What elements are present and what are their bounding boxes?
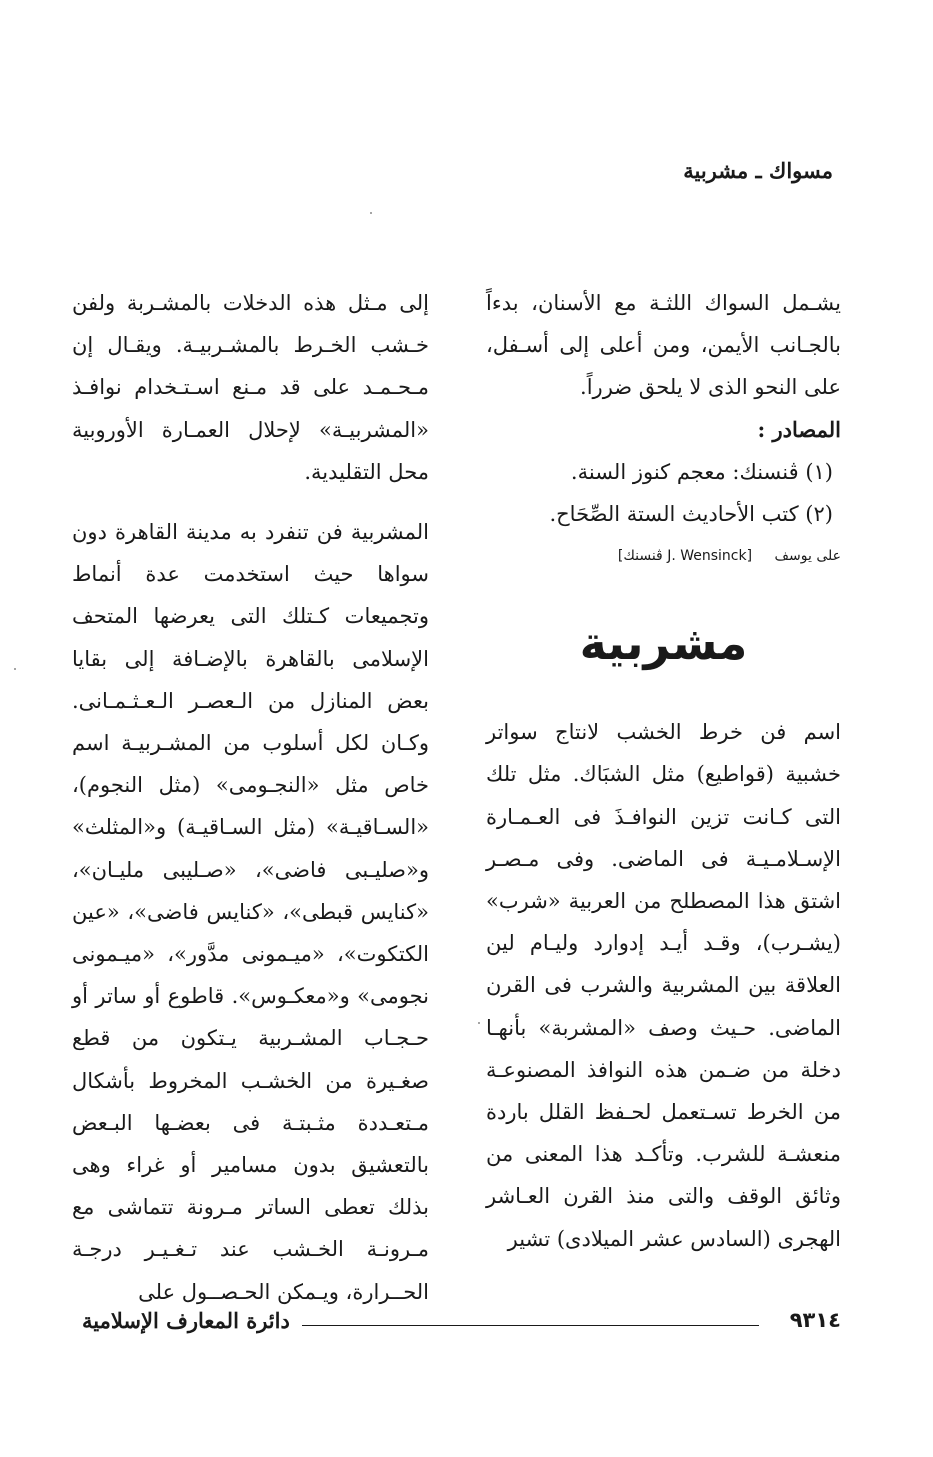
publication-name: دائرة المعارف الإسلامية [82, 1308, 290, 1333]
entry-paragraph: اسم فن خرط الخشب لانتاج سواتر خشبية (قواطيع) مثل الشبَاك. مثل تلك التى كـانت تزين النوافـذَ فى العـمـارة الإسـلامـيـة فى الماضى. وفى مـصـر اشتق هذا المصطلح من العربية «شرب» (يشـرب)، وقـد أيـد إدوارد وليـام لين العلاقة بين المشربية والشرب فى القرن الماضى. حـيث وصف «المشربة» بأنهـا دخلة من ضـمن هذه النوافذ المصنوعـة من الخرط تسـتعمل لحـفظ القلل باردة منعشـة للشرب. وتأكـد هذا المعنى من وثائق الوقف والتى منذ القرن العـاشر الهجرى (السادس عشر الميلادى) تشير [486, 720, 841, 1251]
signature-source: [J. Wensinck ڤنسنك] [617, 548, 753, 565]
paragraph-gap [72, 493, 429, 511]
source-item-1: (١) ڤنسنك: معجم كنوز السنة. [570, 459, 833, 484]
page-number: ٩٣١٤ [789, 1308, 841, 1332]
running-head: مسواك ـ مشربية [683, 158, 833, 183]
source-item-2: (٢) كتب الأحاديث الستة الصِّحَاح. [549, 502, 833, 527]
scan-speck [370, 212, 372, 214]
continuation-paragraph: يشـمل السواك اللثـة مع الأسنان، بدءاً بالجـانب الأيمن، ومن أعلى إلى أسـفل، على النحو الذى لا يلحق ضرراً. [486, 291, 841, 400]
scan-speck [14, 668, 16, 670]
right-column [486, 282, 841, 1260]
author-signature [486, 545, 841, 567]
scan-speck [478, 1022, 480, 1024]
left-paragraph-1: إلى مـثل هذه الدخلات بالمشـربة ولفن خـشب الخـرط بالمشـربيـة. ويقـال إن مـحـمـد على قد مـنع اسـتـخدام نوافـذ «المشربيـة» لإحلال العمـارة الأوروبية محل التقليدية. [72, 291, 429, 484]
left-paragraph-2: المشربية فن تنفرد به مدينة القاهرة دون سواها حيث استخدمت عدة أنماط وتجميعات كـتلك التى يعرضها المتحف الإسلامى بالقاهرة بالإضـافة إلى بقايا بعض المنازل من الـعصـر الـعـثـمـانى. وكـان لكل أسلوب من المشـربيـة اسم خاص مثل «النجـومى» (مثل النجوم)، «السـاقيـة» (مثل السـاقيـة) و«المثلث» و«صليـبى فاضى»، «صـليبى مليـان»، «كنايس قبطى»، «كنايس فاضى»، «عين الكتكوت»، «ميـمونى مدَّور»، «ميـمونى نجومى» و«معكـوس». قاطوع أو ساتر أو حـجـاب المشـربية يـتكون من قطع صغـيرة من الخشـب المخروط بأشكال مـتعـددة مثـبتـة فى بعضـها البـعض بالتعشيق بدون مسامير أو غراء وهى بذلك تعطى الساتر مـرونة تتماشى مع مـرونـة الخـشب عند تـغـيـر درجـة الحــرارة، ويـمكن الحـصــول على [72, 520, 429, 1304]
entry-title: مشربية [579, 616, 748, 671]
signature-name: على يوسف [774, 548, 841, 565]
sources-heading: المصادر : [757, 416, 841, 442]
footer-rule [302, 1325, 759, 1326]
left-column [72, 282, 429, 1313]
page-footer [82, 1308, 841, 1338]
